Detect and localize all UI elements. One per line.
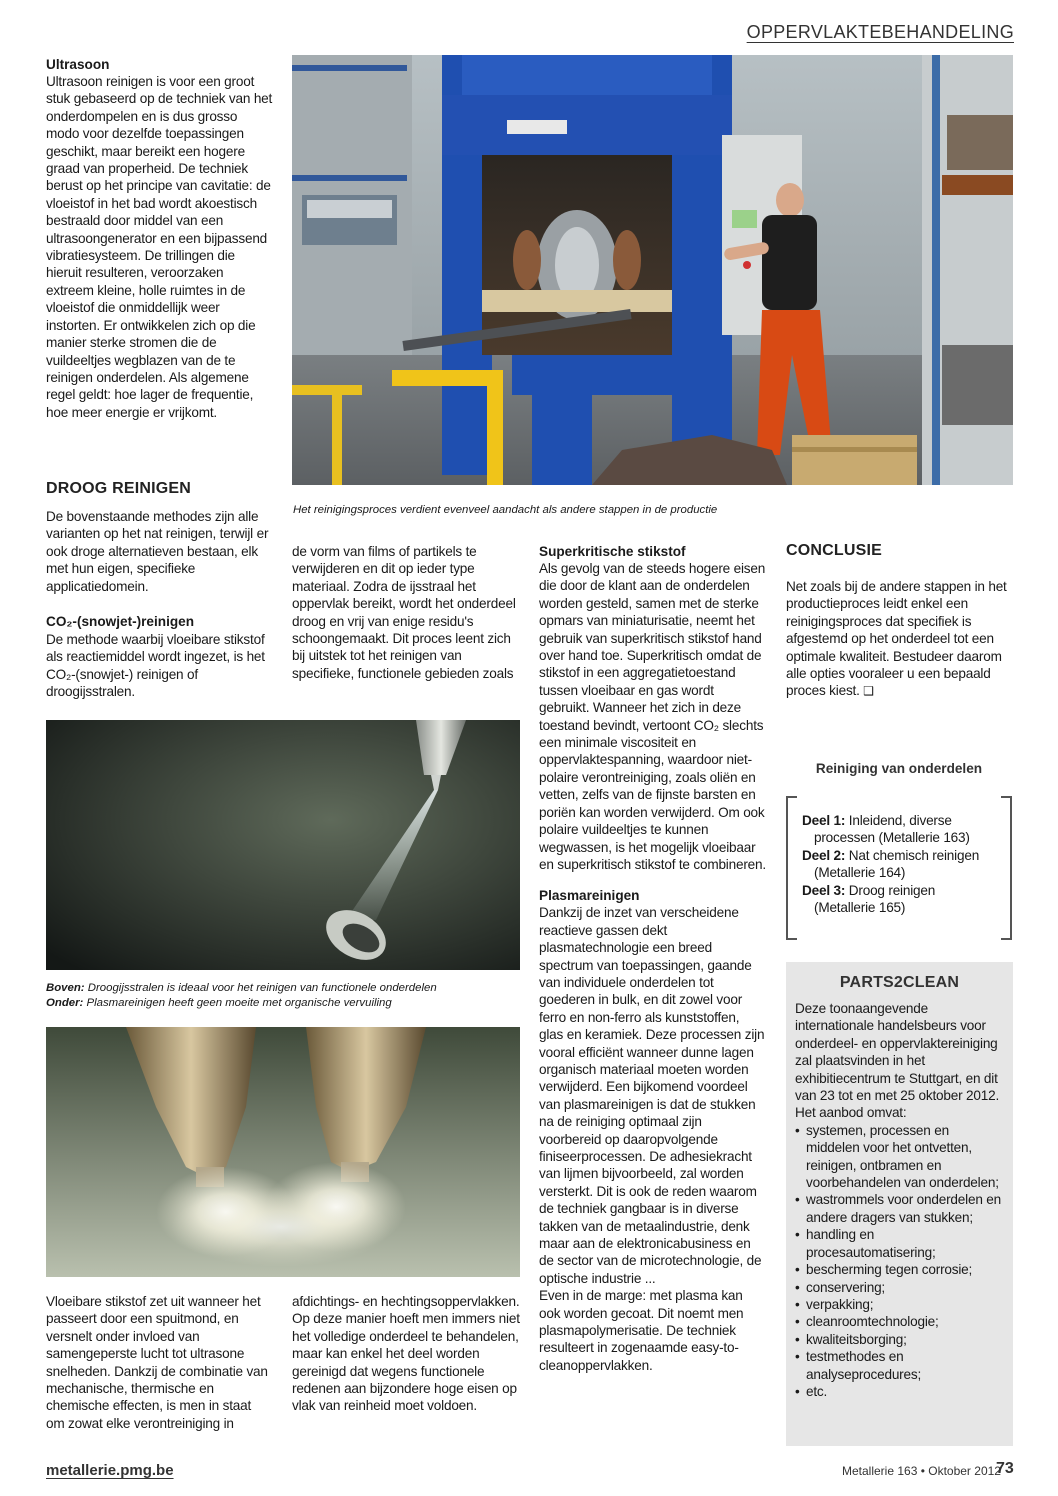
paragraph-plasma-marge: Even in de marge: met plasma kan ook worden gecoat. Dit noemt men plasmapolymerisatie. De techniek resulteert in zogenaamde easy-to-cleanoppervlakken.	[539, 1288, 744, 1373]
series-item-label: Deel 3:	[802, 882, 846, 898]
paragraph-col2-top: de vorm van films of partikels te verwijderen en dit op ieder type materiaal. Zodra de ijsstraal het oppervlak bereikt, wordt het onderdeel droog en vrij van enige residu's schoongemaakt. Dit proces leent zich bij uitstek tot het reinigen van specifieke, functionele gebieden zoals	[292, 544, 516, 681]
paragraph-plasma: Dankzij de inzet van verscheidene reactieve gassen dekt plasmatechnologie een breed spectrum van toepassingen, gaande van individuele onderdelen tot goederen in bulk, en dit zowel voor ferro en non-ferro als kunststoffen, glas en keramiek. Deze processen zijn vooral efficiënt wanneer dunne lagen organisch materiaal moeten worden verwijderd. Een bijkomend voordeel van plasmareinigen is dat de stukken na de reiniging optimaal zijn voorbereid op daaropvolgende finiseerprocessen. De adhesiekracht van lijmen bijvoorbeeld, zal worden versterkt. Dit is ook de reden waarom de techniek gangbaar is in diverse takken van de metaalindustrie, denk maar aan de elektronicabusiness en de sector van de microtechnologie, de optische industrie ...	[539, 905, 765, 1286]
caption-boven-text: Droogijsstralen is ideaal voor het reinigen van functionele onderdelen	[87, 982, 437, 994]
paragraph-droog-reinigen: De bovenstaande methodes zijn alle varianten op het nat reinigen, terwijl er ook droge alternatieven bestaan, elk met hun eigen, specifieke applicatiedomein.	[46, 509, 269, 594]
heading-conclusie: CONCLUSIE	[786, 542, 883, 559]
series-list	[802, 812, 998, 916]
caption-onder-text: Plasmareinigen heeft geen moeite met organische vervuiling	[86, 997, 392, 1009]
conclusie-text: Net zoals bij de andere stappen in het productieproces leidt enkel een reinigingsproces dat specifiek is afgestemd op het onderdeel tot een optimale kwaliteit. Bestudeer daarom alle opties vooraleer u een bepaald proces kiest.	[786, 579, 1007, 699]
list-item: • etc.	[795, 1383, 1003, 1400]
parts2clean-intro: Deze toonaangevende internationale handelsbeurs voor onderdeel- en oppervlaktereiniging zal plaatsvinden in het exhibitiecentrum te Stuttgart, en dit van 23 tot en met 25 oktober 2012.	[795, 1001, 1000, 1104]
parts2clean-list	[795, 1122, 1003, 1401]
list-item: • bescherming tegen corrosie;	[795, 1261, 1003, 1278]
bracket-left	[786, 796, 797, 940]
series-item-text: Droog reinigen (Metallerie 165)	[814, 882, 936, 916]
series-item	[802, 847, 998, 882]
series-item	[802, 882, 998, 917]
list-item: • kwaliteitsborging;	[795, 1331, 1003, 1348]
series-item-text: Inleidend, diverse processen (Metallerie 163)	[814, 813, 970, 846]
paragraph-conclusie	[786, 578, 1012, 701]
parts2clean-box	[786, 962, 1013, 1446]
bracket-right	[1001, 796, 1012, 940]
photo-captions	[46, 981, 520, 1011]
subheading-superkritisch: Superkritische stikstof	[539, 544, 686, 559]
list-item: • conservering;	[795, 1279, 1003, 1296]
subheading-ultrasoon: Ultrasoon	[46, 57, 110, 72]
list-item: • testmethodes en analyseprocedures;	[795, 1348, 1003, 1383]
series-box	[786, 760, 1012, 940]
column-1-top	[46, 56, 274, 421]
column-3	[539, 543, 767, 1374]
paragraph-col1-bottom: Vloeibare stikstof zet uit wanneer het passeert door een spuitmond, en versnelt onder invloed van samengeperste lucht tot ultrasone snelheden. Dankzij de combinatie van mechanische, thermische en chemische effecten, is men in staat om zowat elke verontreiniging in	[46, 1294, 268, 1431]
list-item: • systemen, processen en middelen voor het ontvetten, reinigen, ontbramen en voorbehandelen van onderdelen;	[795, 1122, 1003, 1192]
caption-boven-label: Boven:	[46, 982, 85, 994]
series-item-label: Deel 1:	[802, 813, 846, 828]
photo-plasma	[46, 1027, 520, 1277]
paragraph-col2-bottom: afdichtings- en hechtingsoppervlakken. Op deze manier hoeft men immers niet het volledige onderdeel te behandelen, maar kan enkel het deel worden gereinigd dat wegens functionele redenen aan bijzondere hoge eisen op vlak van reinheid moet voldoen.	[292, 1294, 520, 1414]
section-tag: OPPERVLAKTEBEHANDELING	[746, 22, 1014, 42]
end-mark-icon: ❑	[863, 684, 874, 699]
page-number: 73	[996, 1460, 1014, 1477]
series-box-title: Reiniging van onderdelen	[815, 761, 983, 776]
list-item: • verpakking;	[795, 1296, 1003, 1313]
list-item: • cleanroomtechnologie;	[795, 1313, 1003, 1330]
paragraph-ultrasoon: Ultrasoon reinigen is voor een groot stuk gebaseerd op de techniek van het onderdompelen en is dus grosso modo voor dezelfde toepassingen geschikt, maar bereikt een hogere graad van properheid. De techniek berust op het principe van cavitatie: de vloeistof in het bad wordt akoestisch bestraald door middel van een ultrasoongenerator en een bijpassend vibratiesysteem. De trillingen die hieruit resulteren, veroorzaken extreem kleine, holle ruimtes in de vloeistof die onmiddellijk weer instorten. Er ontwikkelen zich op die manier sterke stromen die de vuildeeltjes wegblazen van de te reinigen onderdelen. Als algemene regel geldt: hoe lager de frequentie, hoe meer energie er vrijkomt.	[46, 74, 273, 420]
subheading-plasma: Plasmareinigen	[539, 888, 640, 904]
caption-onder-label: Onder:	[46, 997, 84, 1009]
parts2clean-lead: Het aanbod omvat:	[795, 1105, 907, 1121]
paragraph-co2: De methode waarbij vloeibare stikstof als reactiemiddel wordt ingezet, is het CO₂-(snowjet-) reinigen of droogijsstralen.	[46, 632, 265, 700]
paragraph-superkritisch: Als gevolg van de steeds hogere eisen die door de klant aan de onderdelen worden gesteld, samen met de sterke opmars van miniaturisatie, neemt het gebruik van superkritisch stikstof hand over hand toe. Superkritisch omdat de stikstof in een aggregatietoestand tussen vloeibaar en gas wordt gebruikt. Wanneer het zich in deze toestand bevindt, vertoont CO₂ slechts een minimale viscositeit en oppervlaktespanning, waardoor niet-polaire verontreiniging, zoals oliën en vetten, zelfs van de fijnste barsten en poriën kan worden verwijderd. Om ook polaire vuildeeltjes te kunnen wegwassen, is het mogelijk vloeibaar en superkritisch stikstof te combineren.	[539, 561, 766, 872]
photo-cleaning-machine	[292, 55, 1013, 485]
series-item-text: Nat chemisch reinigen (Metallerie 164)	[814, 847, 980, 881]
series-item	[802, 812, 998, 847]
list-item: • handling en procesautomatisering;	[795, 1226, 1003, 1261]
heading-droog-reinigen: DROOG REINIGEN	[46, 480, 192, 497]
footer-issue: Metallerie 163 • Oktober 2012	[842, 1464, 1001, 1478]
photo-snowjet	[46, 720, 520, 970]
footer-url-link[interactable]: metallerie.pmg.be	[46, 1462, 174, 1479]
list-item: • wastrommels voor onderdelen en andere dragers van stukken;	[795, 1191, 1003, 1226]
subheading-co2: CO₂-(snowjet-)reinigen	[46, 614, 195, 629]
parts2clean-title: PARTS2CLEAN	[839, 974, 960, 991]
series-item-label: Deel 2:	[802, 847, 846, 863]
photo-main-caption: Het reinigingsproces verdient evenveel aandacht als andere stappen in de productie	[293, 504, 718, 516]
